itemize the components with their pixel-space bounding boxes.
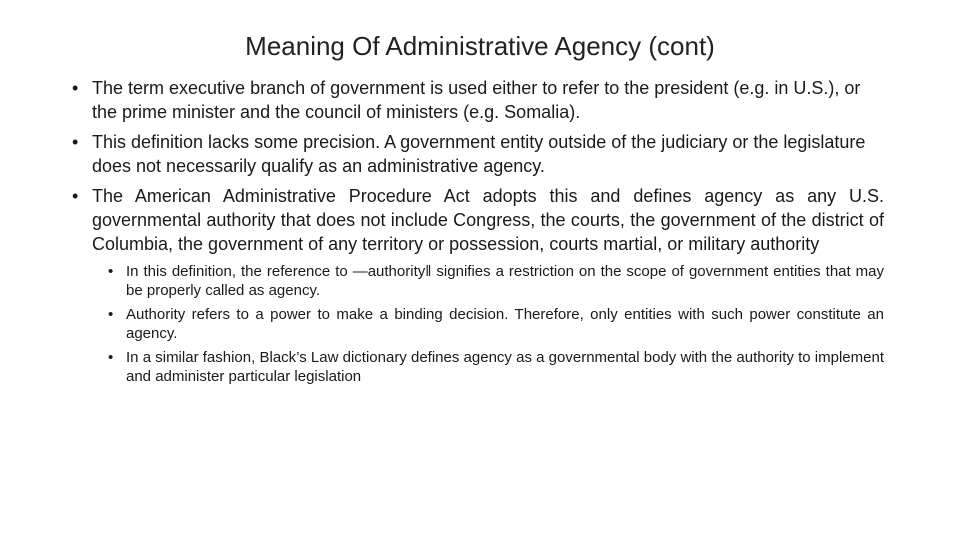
sub-bullet-point (108, 305, 884, 343)
sub-bullet-text: In a similar fashion, Black’s Law dictionary defines agency as a governmental body with the authority to implement and administer particular legislation (126, 349, 884, 385)
slide-title: Meaning Of Administrative Agency (cont) (245, 31, 715, 61)
bullet-point (72, 184, 884, 256)
sub-bullet-point (108, 348, 884, 386)
sub-bullet-list (108, 262, 884, 386)
bullet-text: The American Administrative Procedure Act adopts this and defines agency as any U.S. governmental authority that does not include Congress, the courts, the government of the district of Columbia, the government of any territory or possession, courts martial, or military authority (92, 186, 884, 254)
sub-bullet-text: In this definition, the reference to ―authority‖ signifies a restriction on the scope of government entities that may be properly called as agency. (126, 263, 884, 299)
bullet-icon: • (72, 78, 79, 98)
bullet-icon: • (72, 132, 79, 152)
bullet-point (72, 76, 884, 124)
sub-bullet-icon: • (108, 263, 114, 280)
slide-body (72, 76, 884, 391)
bullet-point (72, 130, 884, 178)
sub-bullet-text: Authority refers to a power to make a binding decision. Therefore, only entities with such power constitute an agency. (126, 306, 884, 342)
bullet-icon: • (72, 186, 79, 206)
sub-bullet-point (108, 262, 884, 300)
bullet-text: The term executive branch of government is used either to refer to the president (e.g. in U.S.), or the prime minister and the council of ministers (e.g. Somalia). (92, 78, 861, 122)
bullet-text: This definition lacks some precision. A government entity outside of the judiciary or the legislature does not necessarily qualify as an administrative agency. (92, 132, 866, 176)
sub-bullet-icon: • (108, 306, 114, 323)
sub-bullet-icon: • (108, 349, 114, 366)
